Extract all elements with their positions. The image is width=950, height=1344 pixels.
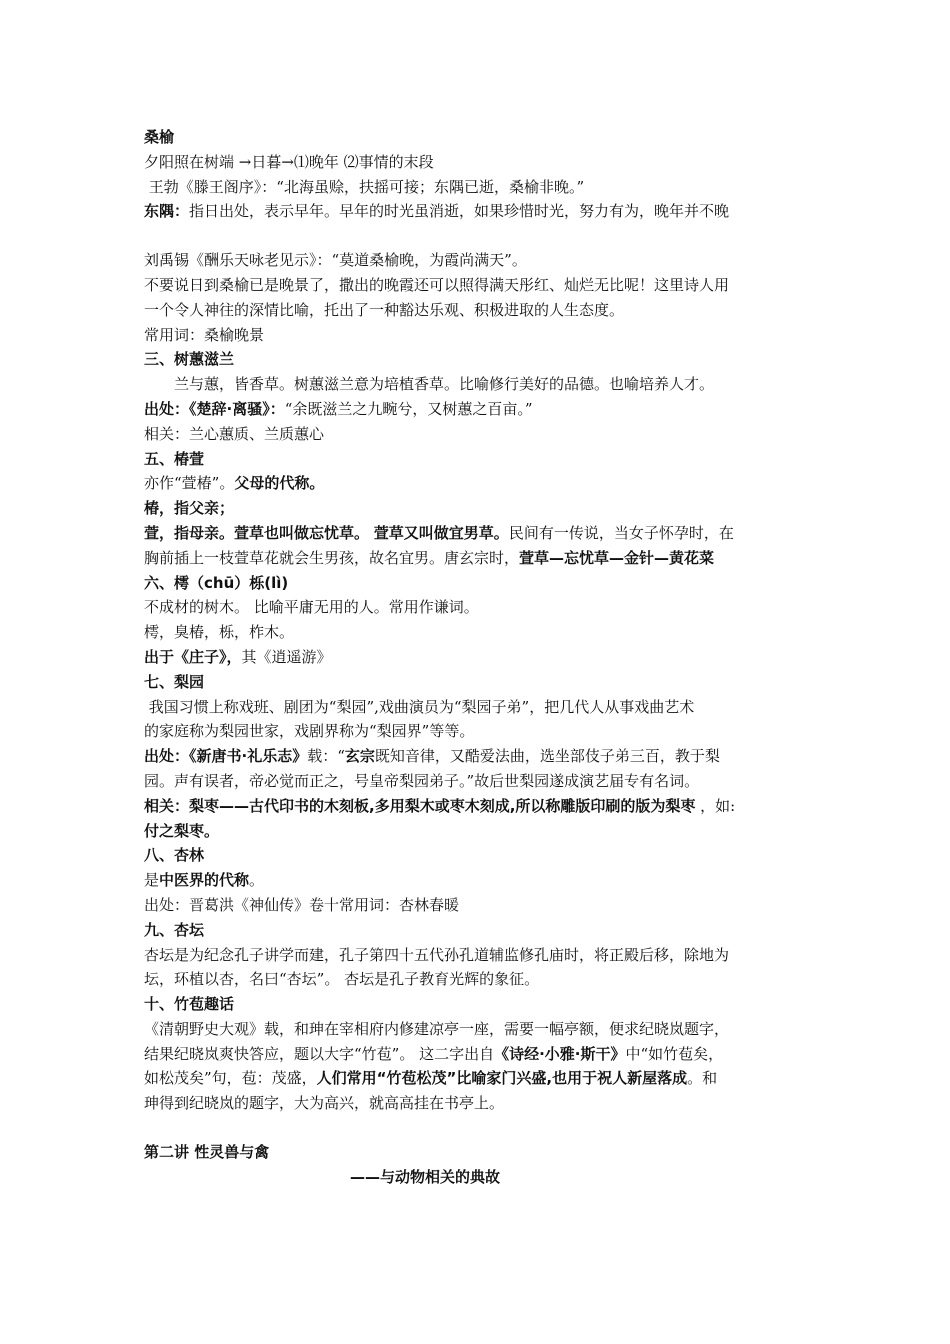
- bold-term: 《诗经·小雅·斯干》: [494, 1044, 626, 1063]
- lecture-subtitle: ——与动物相关的典故: [350, 1167, 501, 1186]
- bold-term: 出于《庄子》，: [144, 647, 242, 666]
- paragraph-line: [144, 471, 816, 496]
- section-title-9: 九、杏坛: [144, 920, 205, 939]
- paragraph-line: 杏坛是为纪念孔子讲学而建，孔子第四十五代孙孔道辅监修孔庙时，将正殿后移，除地为: [144, 945, 730, 964]
- text-span: 既知音律，又酷爱法曲，选坐部伎子弟三百，教于梨: [374, 747, 720, 766]
- section-title-10: 十、竹苞趣话: [144, 995, 235, 1014]
- paragraph-line: 樗，臭椿，栎，柞木。: [144, 623, 295, 642]
- document-body: [144, 125, 816, 1190]
- text-span: 其《逍遥游》: [241, 647, 332, 666]
- paragraph-line: [144, 199, 816, 224]
- paragraph-line: [144, 546, 816, 571]
- text-span: 。和: [687, 1069, 718, 1088]
- bold-term: 父母的代称。: [234, 474, 325, 493]
- paragraph-line: 坛，环植以杏，名曰“杏坛”。 杏坛是孔子教育光辉的象征。: [144, 970, 540, 989]
- bold-term: 中医界的代称: [159, 871, 250, 890]
- paragraph-line: 珅得到纪晓岚的题字，大为高兴，就高高挂在书亭上。: [144, 1094, 505, 1113]
- blank-line: [144, 1116, 816, 1140]
- paragraph-line: 兰与蕙，皆香草。树蕙滋兰意为培植香草。比喻修行美好的品德。也喻培养人才。: [174, 375, 715, 394]
- text-span: 民间有一传说，当女子怀孕时，在: [508, 523, 734, 542]
- paragraph-line: [144, 1066, 816, 1091]
- text-span: 是: [144, 871, 160, 890]
- text-span: 胸前插上一枝萱草花就会生男孩，故名宜男。唐玄宗时，: [144, 548, 520, 567]
- bold-term: 人们常用“竹苞松茂”比喻家门兴盛,也用于祝人新屋落成: [316, 1069, 688, 1088]
- section-title-3: 三、树蕙滋兰: [144, 350, 235, 369]
- section-title-8: 八、杏林: [144, 846, 205, 865]
- paragraph-line: 出处：晋葛洪《神仙传》卷十常用词：杏林春暖: [144, 895, 460, 914]
- paragraph-line: [144, 744, 816, 769]
- paragraph-line: [144, 794, 816, 819]
- text-span: ，如:: [695, 796, 736, 815]
- text-span: 载：“: [307, 747, 345, 766]
- section-title-6: 六、樗（chū）栎(lì): [144, 573, 289, 592]
- paragraph-line: 不要说日到桑榆已是晚景了，撒出的晚霞还可以照得满天彤红、灿烂无比呢！这里诗人用: [144, 275, 730, 294]
- bold-term: 萱草—忘忧草—金针—黄花菜: [519, 548, 715, 567]
- paragraph-line: [144, 1042, 816, 1067]
- blank-line: [144, 224, 816, 248]
- bold-term: 东隅：: [144, 202, 190, 221]
- paragraph-line: [144, 645, 816, 670]
- text-span: “余既滋兰之九畹兮，又树蕙之百亩。”: [284, 399, 533, 418]
- text-span: 如松茂矣”句，苞：茂盛，: [144, 1069, 317, 1088]
- paragraph-line: 付之梨枣。: [144, 821, 220, 840]
- paragraph-line: 《清朝野史大观》载，和珅在宰相府内修建凉亭一座，需要一幅亭额，便求纪晓岚题字，: [144, 1019, 730, 1038]
- paragraph-line: 我国习惯上称戏班、剧团为“梨园”,戏曲演员为“梨园子弟”，把几代人从事戏曲艺术: [144, 697, 695, 716]
- paragraph-line: 夕阳照在树端 →日暮→⑴晚年 ⑵事情的末段: [144, 152, 434, 171]
- paragraph-line: 王勃《滕王阁序》：“北海虽赊，扶摇可接；东隅已逝，桑榆非晚。”: [144, 177, 585, 196]
- bold-term: 萱，指母亲。萱草也叫做忘忧草。: [144, 523, 370, 542]
- paragraph-line: 相关：兰心蕙质、兰质蕙心: [144, 424, 325, 443]
- paragraph-line: 椿，指父亲；: [144, 499, 235, 518]
- bold-term: 玄宗: [344, 747, 375, 766]
- paragraph-line: [144, 397, 816, 422]
- paragraph-line: 园。声有误者，帝必觉而正之，号皇帝梨园弟子。”故后世梨园遂成演艺届专有名词。: [144, 771, 700, 790]
- paragraph-line: 一个令人神往的深情比喻，托出了一种豁达乐观、积极进取的人生态度。: [144, 300, 625, 319]
- paragraph-line: 的家庭称为梨园世家，戏剧界称为“梨园界”等等。: [144, 722, 475, 741]
- text-span: 结果纪晓岚爽快答应，题以大字“竹苞”。 这二字出自: [144, 1044, 495, 1063]
- paragraph-line: 刘禹锡《酬乐天咏老见示》：“莫道桑榆晚，为霞尚满天”。: [144, 251, 527, 270]
- text-span: 中“如竹苞矣，: [625, 1044, 724, 1063]
- section-title-5: 五、椿萱: [144, 449, 205, 468]
- text-span: 指日出处，表示早年。早年的时光虽消逝，如果珍惜时光，努力有为，晚年并不晚: [189, 202, 730, 221]
- paragraph-line: [144, 521, 816, 546]
- bold-term: 出处：《新唐书·礼乐志》: [144, 747, 308, 766]
- bold-term: 萱草又叫做宜男草。: [373, 523, 509, 542]
- lecture-title: 第二讲 性灵兽与禽: [144, 1143, 270, 1162]
- paragraph-line: 不成材的树木。 比喻平庸无用的人。常用作谦词。: [144, 598, 479, 617]
- paragraph-line: [144, 868, 816, 893]
- text-span: 亦作“萱椿”。: [144, 474, 235, 493]
- section-title-sangyu: 桑榆: [144, 128, 175, 146]
- paragraph-line: 常用词：桑榆晚景: [144, 325, 265, 344]
- section-title-7: 七、梨园: [144, 672, 205, 691]
- text-span: 。: [249, 871, 265, 890]
- bold-term: 相关：梨枣——古代印书的木刻板,多用梨木或枣木刻成,所以称雕版印刷的版为梨枣: [144, 796, 696, 815]
- bold-term: 出处：《楚辞·离骚》：: [144, 399, 285, 418]
